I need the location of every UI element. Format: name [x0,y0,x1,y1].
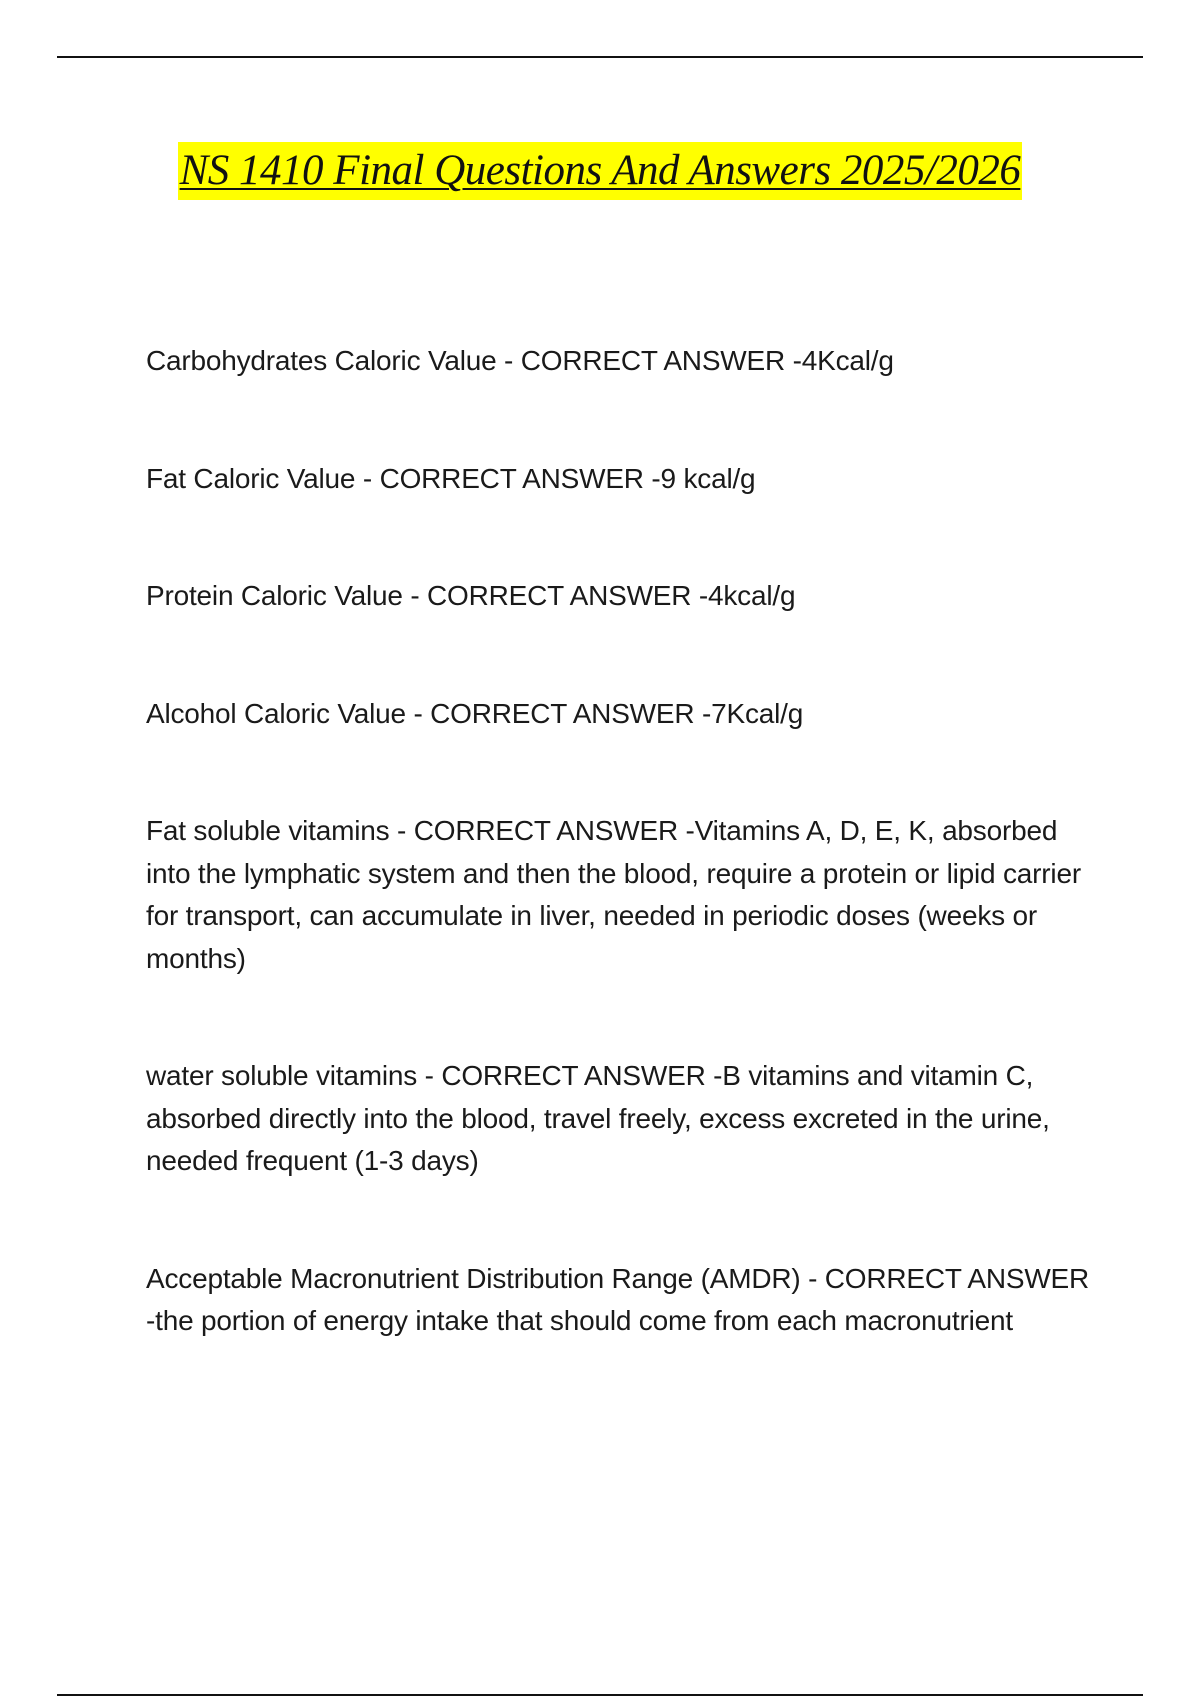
bottom-rule [57,1694,1143,1696]
qa-list [146,340,1096,1418]
qa-item: water soluble vitamins - CORRECT ANSWER -B vitamins and vitamin C, absorbed directly into the blood, travel freely, excess excreted in the urine, needed frequent (1-3 days) [146,1060,1050,1176]
top-rule [57,56,1143,58]
qa-item: Carbohydrates Caloric Value - CORRECT ANSWER -4Kcal/g [146,345,894,376]
qa-item: Fat soluble vitamins - CORRECT ANSWER -Vitamins A, D, E, K, absorbed into the lymphatic system and then the blood, require a protein or lipid carrier for transport, can accumulate in liver, needed in periodic doses (weeks or months) [146,815,1081,974]
document-title: NS 1410 Final Questions And Answers 2025/2026 [178,142,1023,200]
qa-item: Fat Caloric Value - CORRECT ANSWER -9 kcal/g [146,462,756,494]
qa-item: Protein Caloric Value - CORRECT ANSWER -4kcal/g [146,580,796,611]
title-container [0,142,1200,200]
qa-item: Alcohol Caloric Value - CORRECT ANSWER -7Kcal/g [146,697,804,729]
qa-item: Acceptable Macronutrient Distribution Range (AMDR) - CORRECT ANSWER -the portion of energy intake that should come from each macronutrient [146,1262,1090,1336]
